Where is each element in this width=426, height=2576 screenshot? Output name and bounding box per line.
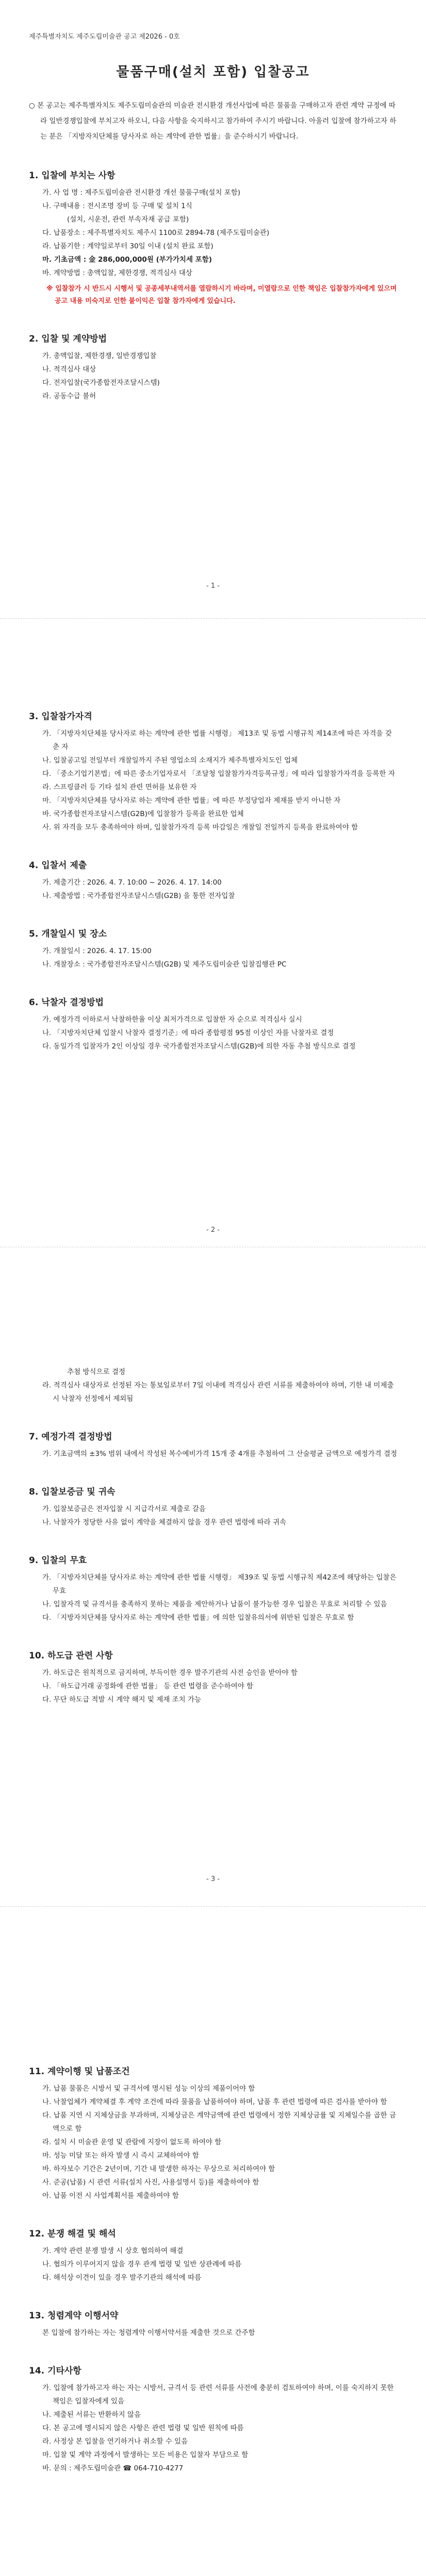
section-1-item: 라. 납품기한 : 계약일로부터 30일 이내 (설치 완료 포함) <box>42 242 214 250</box>
section-7-title: 7. 예정가격 결정방법 <box>29 1432 112 1442</box>
section-9-item: 나. 입찰자격 및 규격서를 충족하지 못하는 제품을 제안하거나 납품이 불가능한 경우 입찰은 무효로 처리할 수 있음 <box>42 1600 387 1608</box>
section-13-item: 본 입찰에 참가하는 자는 청렴계약 이행서약서를 제출한 것으로 간주함 <box>42 2329 255 2337</box>
section-2-item: 다. 전자입찰(국가종합전자조달시스템) <box>42 379 160 387</box>
section-5-item: 가. 개찰일시 : 2026. 4. 17. 15:00 <box>42 947 152 955</box>
section-9-title: 9. 입찰의 무효 <box>29 1555 87 1566</box>
section-1-title: 1. 입찰에 부치는 사항 <box>29 171 116 181</box>
section-1-subitem: (설치, 시운전, 관련 부속자재 공급 포함) <box>67 215 189 224</box>
section-12-title: 12. 분쟁 해결 및 해석 <box>29 2229 116 2239</box>
section-6-item: 나. 「지방자치단체 입찰시 낙찰자 결정기준」에 따라 종합평점 95점 이상인 자를 낙찰자로 결정 <box>42 1029 334 1037</box>
section-6-item: 라. 적격심사 대상자로 선정된 자는 통보일로부터 7일 이내에 적격심사 관련 서류를 제출하여야 하며, 기한 내 미제출 시 낙찰자 선정에서 제외됨 <box>42 1381 394 1403</box>
section-1-item: 가. 사 업 명 : 제주도립미술관 전시환경 개선 물품구매(설치 포함) <box>42 189 241 197</box>
section-9-item: 가. 「지방자치단체를 당사자로 하는 계약에 관한 법률 시행령」 제39조 및 동법 시행규칙 제42조에 해당하는 입찰은 무효 <box>42 1573 397 1595</box>
page-number: - 3 - <box>206 1875 220 1883</box>
section-2-item: 가. 총액입찰, 제한경쟁, 일반경쟁입찰 <box>42 352 157 360</box>
section-3-item: 다. 「중소기업기본법」에 따른 중소기업자로서 「조달청 입찰참가자격등록규정」에 따라 입찰참가자격을 등록한 자 <box>42 770 395 778</box>
section-4-item: 나. 제출방법 : 국가종합전자조달시스템(G2B) 을 통한 전자입찰 <box>42 892 235 900</box>
section-11-item: 다. 납품 지연 시 지체상금을 부과하며, 지체상금은 계약금액에 관련 법령에서 정한 지체상금률 및 지체일수를 곱한 금액으로 함 <box>42 2111 396 2133</box>
section-11-item: 아. 납품 이전 시 사업계획서를 제출하여야 함 <box>42 2192 179 2200</box>
section-4-item: 가. 제출기간 : 2026. 4. 7. 10:00 ~ 2026. 4. 17. 14:00 <box>42 878 222 887</box>
section-14-item: 다. 본 공고에 명시되지 않은 사항은 관련 법령 및 일반 원칙에 따름 <box>42 2424 244 2432</box>
page-4 <box>0 2040 426 2475</box>
intro-paragraph: ○ 본 공고는 제주특별자치도 제주도립미술관의 미술관 전시환경 개선사업에 따른 물품을 구매하고자 관련 계약 규정에 따라 일반경쟁입찰에 부치고자 하오니, 다음 사항을 숙지하시고 참가하여 주시기 바랍니다. 아울러 입찰에 참가하고자 하는 분은 「지방자치단체를 당사자로 하는 계약에 관한 법률」을 준수하시기 바랍니다. <box>29 101 397 141</box>
section-3-item: 나. 입찰공고일 전일부터 개찰일까지 주된 영업소의 소재지가 제주특별자치도인 업체 <box>42 756 298 765</box>
page-divider <box>0 1906 426 1907</box>
section-4-title: 4. 입찰서 제출 <box>29 860 87 871</box>
section-6-item: 다. 동일가격 입찰자가 2인 이상일 경우 국가종합전자조달시스템(G2B)에 의한 자동 추첨 방식으로 결정 <box>42 1042 356 1050</box>
page-1 <box>0 31 426 403</box>
section-10-item: 가. 하도급은 원칙적으로 금지하며, 부득이한 경우 발주기관의 사전 승인을 받아야 함 <box>42 1669 298 1677</box>
page-3 <box>0 1365 426 1706</box>
section-5-item: 나. 개찰장소 : 국가종합전자조달시스템(G2B) 및 제주도립미술관 입찰집행관 PC <box>42 960 287 969</box>
section-1-item: 마. 기초금액 : 金 286,000,000원 (부가가치세 포함) <box>42 256 212 264</box>
section-14-item: 나. 제출된 서류는 반환하지 않음 <box>42 2411 141 2419</box>
section-11-title: 11. 계약이행 및 납품조건 <box>29 2066 130 2077</box>
section-3-item: 가. 「지방자치단체를 당사자로 하는 계약에 관한 법률 시행령」 제13조 및 동법 시행규칙 제14조에 따른 자격을 갖춘 자 <box>42 730 392 751</box>
page-divider <box>0 618 426 619</box>
section-11-item: 가. 납품 물품은 시방서 및 규격서에 명시된 성능 이상의 제품이어야 함 <box>42 2084 255 2093</box>
section-7-item: 가. 기초금액의 ±3% 범위 내에서 작성된 복수예비가격 15개 중 4개를 추첨하여 그 산술평균 금액으로 예정가격 결정 <box>42 1450 397 1458</box>
page-number: - 2 - <box>206 1226 220 1234</box>
section-3-item: 사. 위 자격을 모두 충족하여야 하며, 입찰참가자격 등록 마감일은 개찰일 전일까지 등록을 완료하여야 함 <box>42 823 358 832</box>
section-12-item: 가. 계약 관련 분쟁 발생 시 상호 협의하여 해결 <box>42 2247 184 2255</box>
page-2 <box>0 685 426 1053</box>
section-3-item: 마. 「지방자치단체를 당사자로 하는 계약에 관한 법률」에 따른 부정당업자 제재를 받지 아니한 자 <box>42 796 341 805</box>
section-14-title: 14. 기타사항 <box>29 2366 81 2376</box>
section-5-title: 5. 개찰일시 및 장소 <box>29 929 107 939</box>
section-11-item: 라. 설치 시 미술관 운영 및 관람에 지장이 없도록 하여야 함 <box>42 2138 222 2146</box>
section-9-item: 다. 「지방자치단체를 당사자로 하는 계약에 관한 법률」에 의한 입찰유의서에 위반된 입찰은 무효로 함 <box>42 1614 354 1622</box>
section-2-title: 2. 입찰 및 계약방법 <box>29 334 107 344</box>
section-13-title: 13. 청렴계약 이행서약 <box>29 2311 119 2321</box>
section-8-item: 나. 낙찰자가 정당한 사유 없이 계약을 체결하지 않을 경우 관련 법령에 따라 귀속 <box>42 1518 287 1527</box>
page-number: - 1 - <box>206 582 220 590</box>
section-6-title: 6. 낙찰자 결정방법 <box>29 997 104 1008</box>
section-11-item: 나. 낙찰업체가 계약체결 후 계약 조건에 따라 물품을 납품하여야 하며, 납품 후 관련 법령에 따른 검사를 받아야 함 <box>42 2098 387 2106</box>
section-12-item: 다. 해석상 이견이 있을 경우 발주기관의 해석에 따름 <box>42 2274 202 2282</box>
section-10-title: 10. 하도급 관련 사항 <box>29 1651 113 1661</box>
document-title: 물품구매(설치 포함) 입찰공고 <box>116 64 310 80</box>
warning-note: ※ 입찰참가 시 반드시 시행서 및 공종세부내역서를 열람하시기 바라며, 미열람으로 인한 책임은 입찰참가자에게 있으며 공고 내용 미숙지로 인한 불이익은 입찰 참가자에게 있습니다. <box>46 285 397 305</box>
section-8-item: 가. 입찰보증금은 전자입찰 시 지급각서로 제출로 갈음 <box>42 1505 206 1513</box>
section-14-item: 라. 사정상 본 입찰을 연기하거나 취소할 수 있음 <box>42 2437 188 2446</box>
section-3-title: 3. 입찰참가자격 <box>29 711 92 722</box>
section-11-item: 마. 성능 미달 또는 하자 발생 시 즉시 교체하여야 함 <box>42 2151 199 2160</box>
section-1-item: 나. 구매내용 : 전시조명 장비 등 구매 및 설치 1식 <box>42 202 192 210</box>
notice-number: 제주특별자치도 제주도립미술관 공고 제2026 - 0호 <box>29 33 180 41</box>
section-6-continued: 추첨 방식으로 결정 <box>67 1368 125 1376</box>
section-1-item: 바. 계약방법 : 총액입찰, 제한경쟁, 적격심사 대상 <box>42 269 192 277</box>
section-11-item: 바. 하자보수 기간은 2년이며, 기간 내 발생한 하자는 무상으로 처리하여야 함 <box>42 2165 275 2173</box>
section-14-item: 마. 입찰 및 계약 과정에서 발생하는 모든 비용은 입찰자 부담으로 함 <box>42 2451 249 2459</box>
section-10-item: 나. 「하도급거래 공정화에 관한 법률」 등 관련 법령을 준수하여야 함 <box>42 1682 253 1690</box>
section-6-item: 가. 예정가격 이하로서 낙찰하한율 이상 최저가격으로 입찰한 자 순으로 적격심사 실시 <box>42 1015 302 1024</box>
section-14-item: 바. 문의 : 제주도립미술관 ☎ 064-710-4277 <box>42 2464 184 2472</box>
section-2-item: 라. 공동수급 불허 <box>42 392 96 400</box>
section-14-item: 가. 입찰에 참가하고자 하는 자는 시방서, 규격서 등 관련 서류를 사전에 충분히 검토하여야 하며, 이를 숙지하지 못한 책임은 입찰자에게 있음 <box>42 2384 394 2405</box>
section-1-item: 다. 납품장소 : 제주특별자치도 제주시 1100로 2894-78 (제주도립미술관) <box>42 229 270 237</box>
section-10-item: 다. 무단 하도급 적발 시 계약 해지 및 제재 조치 가능 <box>42 1696 202 1704</box>
section-3-item: 바. 국가종합전자조달시스템(G2B)에 입찰참가 등록을 완료한 업체 <box>42 810 244 818</box>
section-8-title: 8. 입찰보증금 및 귀속 <box>29 1487 116 1497</box>
section-11-item: 사. 준공(납품) 시 관련 서류(설치 사진, 사용설명서 등)를 제출하여야 함 <box>42 2178 259 2187</box>
section-3-item: 라. 스프링클러 등 기타 설치 관련 면허를 보유한 자 <box>42 783 197 791</box>
section-12-item: 나. 협의가 이루어지지 않을 경우 관계 법령 및 일반 상관례에 따름 <box>42 2260 242 2268</box>
section-2-item: 나. 적격심사 대상 <box>42 365 96 374</box>
